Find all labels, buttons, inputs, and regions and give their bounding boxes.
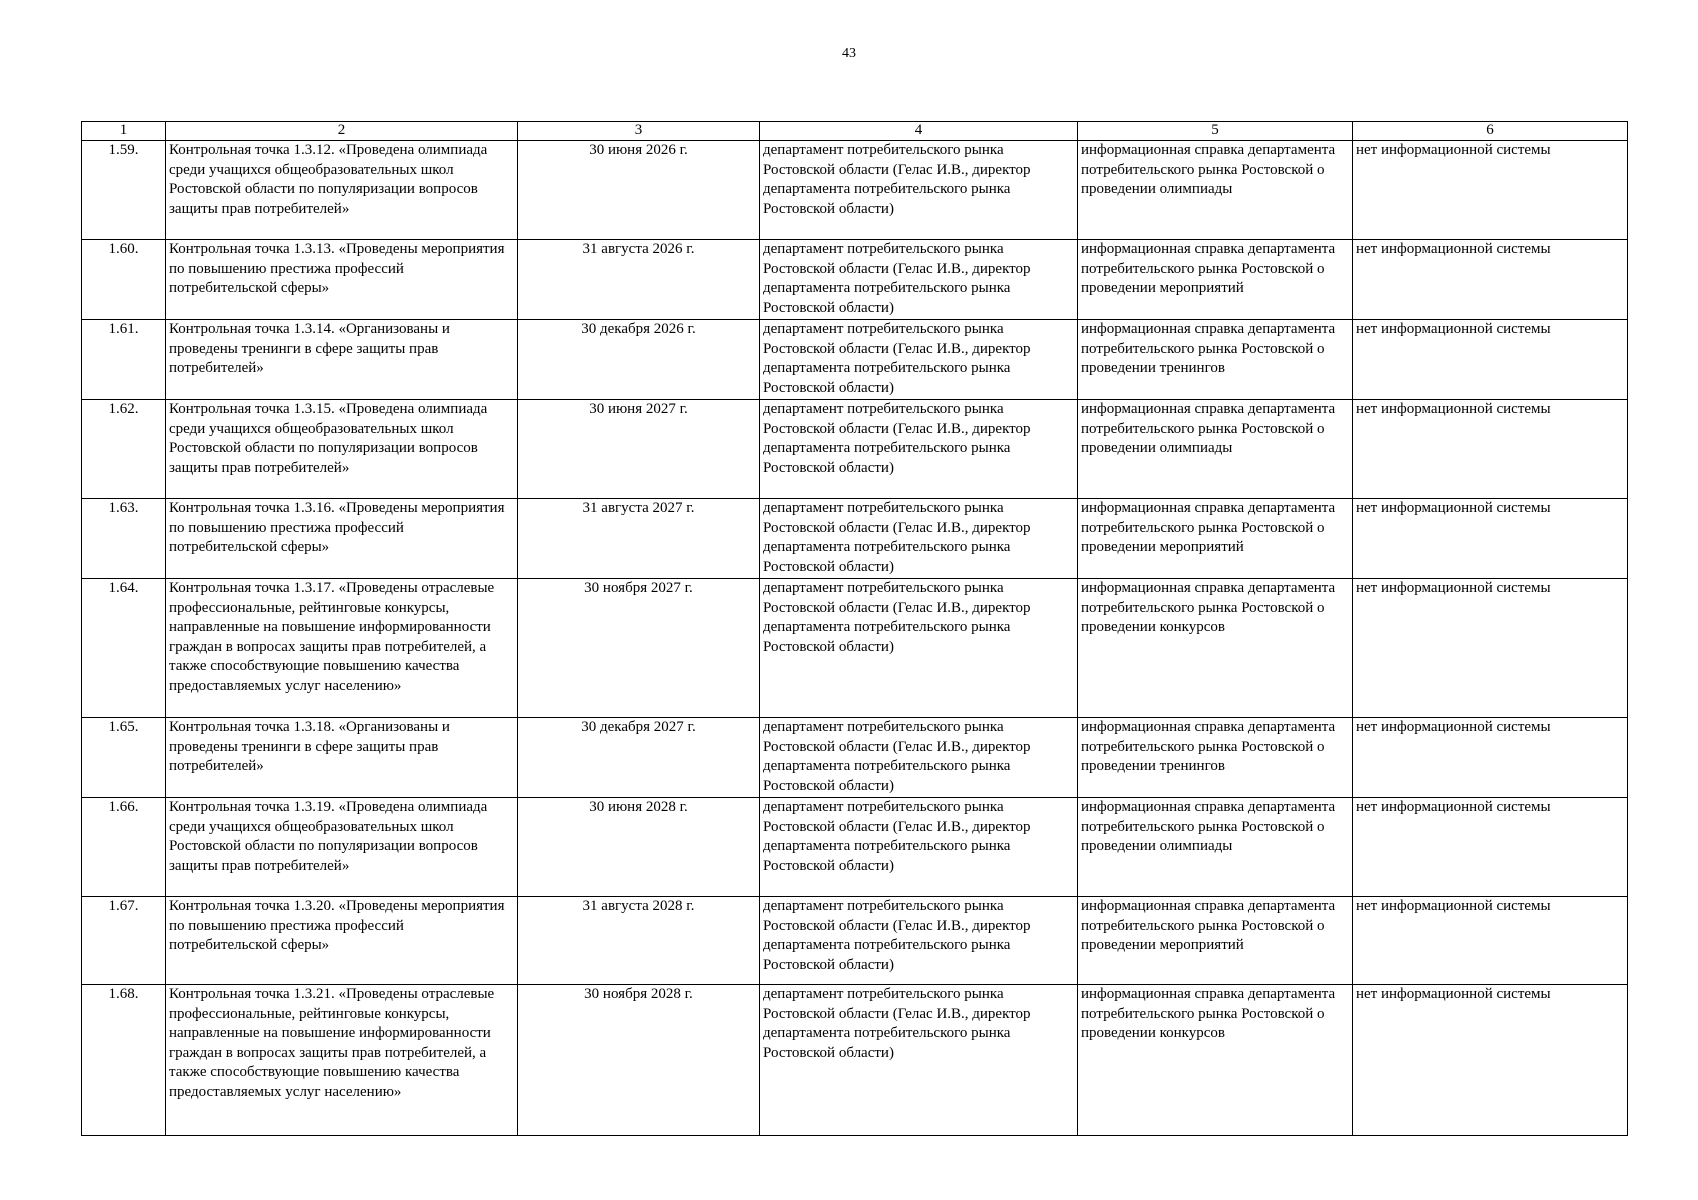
header-col-4: 4	[760, 122, 1078, 141]
row-number: 1.68.	[82, 985, 166, 1136]
row-number: 1.59.	[82, 141, 166, 240]
row-number: 1.64.	[82, 579, 166, 718]
system-cell: нет информационной системы	[1353, 141, 1628, 240]
date-cell: 30 июня 2026 г.	[518, 141, 760, 240]
system-cell: нет информационной системы	[1353, 579, 1628, 718]
row-number: 1.63.	[82, 499, 166, 579]
table-row	[82, 897, 1628, 985]
responsible-cell: департамент потребительского рынка Ростовской области (Гелас И.В., директор департамента потребительского рынка Ростовской области)	[760, 499, 1078, 579]
responsible-cell: департамент потребительского рынка Ростовской области (Гелас И.В., директор департамента потребительского рынка Ростовской области)	[760, 718, 1078, 798]
table-row	[82, 141, 1628, 240]
event-cell: Контрольная точка 1.3.13. «Проведены мероприятия по повышению престижа профессий потребительской сферы»	[166, 240, 518, 320]
document-cell: информационная справка департамента потребительского рынка Ростовской о проведении олимпиады	[1078, 141, 1353, 240]
date-cell: 30 июня 2027 г.	[518, 400, 760, 499]
document-cell: информационная справка департамента потребительского рынка Ростовской о проведении тренингов	[1078, 718, 1353, 798]
header-row	[82, 122, 1628, 141]
table-row	[82, 798, 1628, 897]
system-cell: нет информационной системы	[1353, 499, 1628, 579]
document-cell: информационная справка департамента потребительского рынка Ростовской о проведении тренингов	[1078, 320, 1353, 400]
event-cell: Контрольная точка 1.3.12. «Проведена олимпиада среди учащихся общеобразовательных школ Ростовской области по популяризации вопросов защиты прав потребителей»	[166, 141, 518, 240]
document-cell: информационная справка департамента потребительского рынка Ростовской о проведении мероприятий	[1078, 240, 1353, 320]
system-cell: нет информационной системы	[1353, 897, 1628, 985]
header-col-1: 1	[82, 122, 166, 141]
date-cell: 30 июня 2028 г.	[518, 798, 760, 897]
table-row	[82, 499, 1628, 579]
header-col-3: 3	[518, 122, 760, 141]
table-row	[82, 718, 1628, 798]
event-cell: Контрольная точка 1.3.16. «Проведены мероприятия по повышению престижа профессий потребительской сферы»	[166, 499, 518, 579]
responsible-cell: департамент потребительского рынка Ростовской области (Гелас И.В., директор департамента потребительского рынка Ростовской области)	[760, 141, 1078, 240]
row-number: 1.66.	[82, 798, 166, 897]
system-cell: нет информационной системы	[1353, 718, 1628, 798]
responsible-cell: департамент потребительского рынка Ростовской области (Гелас И.В., директор департамента потребительского рынка Ростовской области)	[760, 985, 1078, 1136]
date-cell: 30 ноября 2027 г.	[518, 579, 760, 718]
row-number: 1.62.	[82, 400, 166, 499]
table-row	[82, 240, 1628, 320]
date-cell: 30 декабря 2027 г.	[518, 718, 760, 798]
table-row	[82, 579, 1628, 718]
responsible-cell: департамент потребительского рынка Ростовской области (Гелас И.В., директор департамента потребительского рынка Ростовской области)	[760, 798, 1078, 897]
header-col-6: 6	[1353, 122, 1628, 141]
date-cell: 30 ноября 2028 г.	[518, 985, 760, 1136]
date-cell: 31 августа 2028 г.	[518, 897, 760, 985]
header-col-5: 5	[1078, 122, 1353, 141]
event-cell: Контрольная точка 1.3.14. «Организованы и проведены тренинги в сфере защиты прав потребителей»	[166, 320, 518, 400]
responsible-cell: департамент потребительского рынка Ростовской области (Гелас И.В., директор департамента потребительского рынка Ростовской области)	[760, 897, 1078, 985]
date-cell: 31 августа 2027 г.	[518, 499, 760, 579]
responsible-cell: департамент потребительского рынка Ростовской области (Гелас И.В., директор департамента потребительского рынка Ростовской области)	[760, 579, 1078, 718]
header-col-2: 2	[166, 122, 518, 141]
system-cell: нет информационной системы	[1353, 985, 1628, 1136]
row-number: 1.67.	[82, 897, 166, 985]
table-body	[82, 141, 1628, 1136]
document-cell: информационная справка департамента потребительского рынка Ростовской о проведении конкурсов	[1078, 985, 1353, 1136]
row-number: 1.65.	[82, 718, 166, 798]
system-cell: нет информационной системы	[1353, 240, 1628, 320]
table-row	[82, 400, 1628, 499]
responsible-cell: департамент потребительского рынка Ростовской области (Гелас И.В., директор департамента потребительского рынка Ростовской области)	[760, 320, 1078, 400]
document-cell: информационная справка департамента потребительского рынка Ростовской о проведении олимпиады	[1078, 798, 1353, 897]
control-points-table	[81, 121, 1628, 1136]
document-cell: информационная справка департамента потребительского рынка Ростовской о проведении мероприятий	[1078, 897, 1353, 985]
responsible-cell: департамент потребительского рынка Ростовской области (Гелас И.В., директор департамента потребительского рынка Ростовской области)	[760, 240, 1078, 320]
page-number: 43	[842, 46, 856, 61]
event-cell: Контрольная точка 1.3.20. «Проведены мероприятия по повышению престижа профессий потребительской сферы»	[166, 897, 518, 985]
row-number: 1.60.	[82, 240, 166, 320]
document-cell: информационная справка департамента потребительского рынка Ростовской о проведении олимпиады	[1078, 400, 1353, 499]
document-cell: информационная справка департамента потребительского рынка Ростовской о проведении мероприятий	[1078, 499, 1353, 579]
system-cell: нет информационной системы	[1353, 320, 1628, 400]
responsible-cell: департамент потребительского рынка Ростовской области (Гелас И.В., директор департамента потребительского рынка Ростовской области)	[760, 400, 1078, 499]
system-cell: нет информационной системы	[1353, 798, 1628, 897]
table-header	[82, 122, 1628, 141]
document-cell: информационная справка департамента потребительского рынка Ростовской о проведении конкурсов	[1078, 579, 1353, 718]
table-row	[82, 320, 1628, 400]
event-cell: Контрольная точка 1.3.18. «Организованы и проведены тренинги в сфере защиты прав потребителей»	[166, 718, 518, 798]
event-cell: Контрольная точка 1.3.21. «Проведены отраслевые профессиональные, рейтинговые конкурсы, направленные на повышение информированности граждан в вопросах защиты прав потребителей, а также способствующие повышению качества предоставляемых услуг населению»	[166, 985, 518, 1136]
event-cell: Контрольная точка 1.3.19. «Проведена олимпиада среди учащихся общеобразовательных школ Ростовской области по популяризации вопросов защиты прав потребителей»	[166, 798, 518, 897]
date-cell: 30 декабря 2026 г.	[518, 320, 760, 400]
date-cell: 31 августа 2026 г.	[518, 240, 760, 320]
event-cell: Контрольная точка 1.3.15. «Проведена олимпиада среди учащихся общеобразовательных школ Ростовской области по популяризации вопросов защиты прав потребителей»	[166, 400, 518, 499]
row-number: 1.61.	[82, 320, 166, 400]
event-cell: Контрольная точка 1.3.17. «Проведены отраслевые профессиональные, рейтинговые конкурсы, направленные на повышение информированности граждан в вопросах защиты прав потребителей, а также способствующие повышению качества предоставляемых услуг населению»	[166, 579, 518, 718]
table-row	[82, 985, 1628, 1136]
system-cell: нет информационной системы	[1353, 400, 1628, 499]
